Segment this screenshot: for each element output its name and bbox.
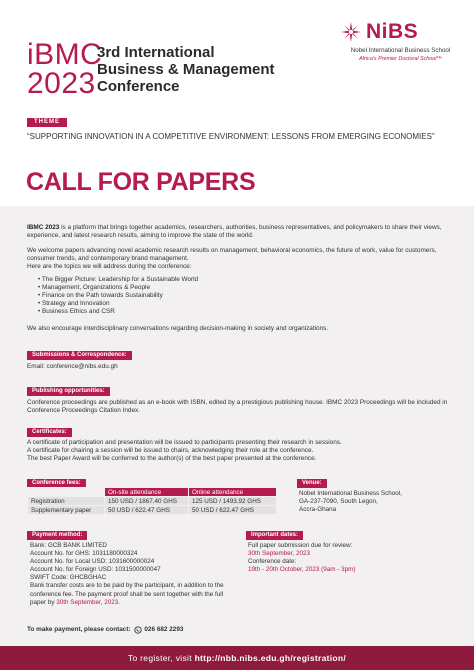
publishing-label: Publishing opportunities: (27, 387, 110, 396)
payment-label: Payment method: (27, 531, 87, 540)
fee-online: 125 USD / 1493.92 GHS (189, 497, 277, 506)
fees-label: Conference fees: (27, 479, 86, 488)
registration-footer (0, 646, 474, 670)
footer-lead: To register, visit (127, 653, 195, 663)
conference-date-label: Conference date: (248, 558, 297, 566)
phone-whatsapp-icon (134, 626, 143, 634)
title-line: Business & Management (97, 61, 275, 78)
phone-number: 026 682 2293 (144, 626, 184, 633)
venue-line: Nobel International Business School, (299, 490, 402, 497)
payment-line: Account No. for Foreign USD: 1031500000047 (30, 566, 161, 574)
payment-note-end: . (118, 598, 120, 606)
venue-label: Venue: (297, 479, 327, 488)
conference-date-value: 19th - 20th October, 2023 (9am - 3pm) (248, 566, 356, 574)
table-row (28, 506, 277, 515)
event-year: 2023 (27, 67, 96, 100)
publishing-text: Conference proceedings are published as an e-book with ISBN, edited by a prestigious publishing house. IBMC 2023 Proceedings will be included in Conference Proceedings Citation Index. (27, 399, 448, 415)
payment-line: Account No. for Local USD: 1031600000024 (30, 558, 155, 566)
interdisciplinary-paragraph: We also encourage interdisciplinary conversations regarding decision-making in society and organizations. (27, 325, 329, 332)
fee-online: 50 USD / 622.47 GHS (189, 506, 277, 515)
event-short: iBMC (27, 38, 103, 71)
certificates-label: Certificates: (27, 428, 72, 437)
phone-contact[interactable] (132, 626, 183, 633)
venue-line: Accra-Ghana (299, 506, 337, 514)
topic-item: • Finance on the Path towards Sustainability (38, 292, 198, 300)
theme-text: “SUPPORTING INNOVATION IN A COMPETITIVE ENVIRONMENT: LESSONS FROM EMERGING ECONOMIES” (27, 132, 435, 141)
theme-label: THEME (27, 118, 67, 127)
fees-header-row (28, 488, 277, 497)
venue-address (299, 490, 402, 514)
payment-note (30, 582, 235, 606)
fees-corner-cell (28, 488, 105, 497)
welcome-text: We welcome papers advancing novel academic research results on management, behavioral economics, the future of work, value for customers, consumer trends, and contemporary brand management. (27, 247, 437, 263)
conference-title (97, 44, 275, 95)
header (0, 0, 474, 206)
logo-full-name: Nobel International Business School (350, 47, 451, 54)
title-line: 3rd International (97, 44, 215, 61)
fee-onsite: 150 USD / 1867.40 GHS (105, 497, 189, 506)
submissions-email[interactable]: Email: conference@nibs.edu.gh (27, 363, 118, 370)
deadline-label: Full paper submission due for review: (248, 542, 353, 549)
certificates-text (27, 439, 449, 464)
welcome-paragraph (27, 247, 449, 272)
online-header: Online attendance (189, 488, 277, 497)
payment-line: SWIFT Code: GHCBGHAC (30, 574, 107, 582)
payment-line: Bank: GCB BANK LIMITED (30, 542, 107, 549)
payment-details (30, 542, 235, 607)
fees-table (27, 487, 277, 515)
deadline-value: 30th September, 2023 (248, 550, 310, 558)
topics-intro: Here are the topics we will address during the conference: (27, 263, 192, 271)
fee-row-label: Supplementary paper (28, 506, 105, 515)
dates-label: Important dates: (246, 531, 303, 540)
payment-note-text: Bank transfer costs are to be paid by the participant, in addition to the conference fee. The payment proof shall be sent together with the full paper by (30, 582, 224, 606)
topics-list (38, 276, 198, 316)
call-for-papers-title: CALL FOR PAPERS (26, 168, 256, 196)
submissions-label: Submissions & Correspondence: (27, 351, 132, 360)
payment-line: Account No. for GHS: 1031180000324 (30, 550, 138, 558)
payment-note-date: 30th September, 2023 (56, 598, 119, 606)
certificate-line: A certificate of participation and presentation will be issued to participants presenting their research in sessions. (27, 439, 342, 446)
logo-tagline: Africa's Premier Doctoral School™ (359, 56, 442, 62)
registration-link[interactable]: http://nbb.nibs.edu.gh/registration/ (194, 653, 347, 663)
topic-item: • The Bigger Picture: Leadership for a Sustainable World (38, 276, 198, 284)
nibs-logo (338, 20, 463, 70)
onsite-header: On-site attendance (105, 488, 189, 497)
intro-text: is a platform that brings together academics, researchers, authorities, business representatives, and policymakers to share their views, experience, and latest research results, aiming to improve the state of the world. (27, 224, 442, 240)
nibs-starburst-icon (341, 22, 361, 42)
topic-item: • Management, Organizations & People (38, 284, 198, 292)
intro-lead: IBMC 2023 (27, 224, 60, 231)
certificate-line: A certificate for chairing a session will be issued to chairs, acknowledging their role at the conference. (27, 447, 314, 455)
fee-onsite: 50 USD / 622.47 GHS (105, 506, 189, 515)
event-name (27, 40, 102, 98)
table-row (28, 497, 277, 506)
topic-item: • Business Ethics and CSR (38, 308, 198, 316)
logo-name: NiBS (366, 20, 419, 43)
payment-contact (27, 626, 183, 633)
certificate-line: The best Paper Award will be conferred to the author(s) of the best paper presented at the conference. (27, 455, 317, 463)
important-dates (248, 542, 355, 574)
intro-paragraph (27, 224, 449, 240)
title-line: Conference (97, 78, 180, 95)
topic-item: • Strategy and Innovation (38, 300, 198, 308)
fee-row-label: Registration (28, 497, 105, 506)
payment-contact-text: To make payment, please contact: (27, 626, 131, 633)
venue-line: GA-237-7090, South Legon, (299, 498, 378, 506)
